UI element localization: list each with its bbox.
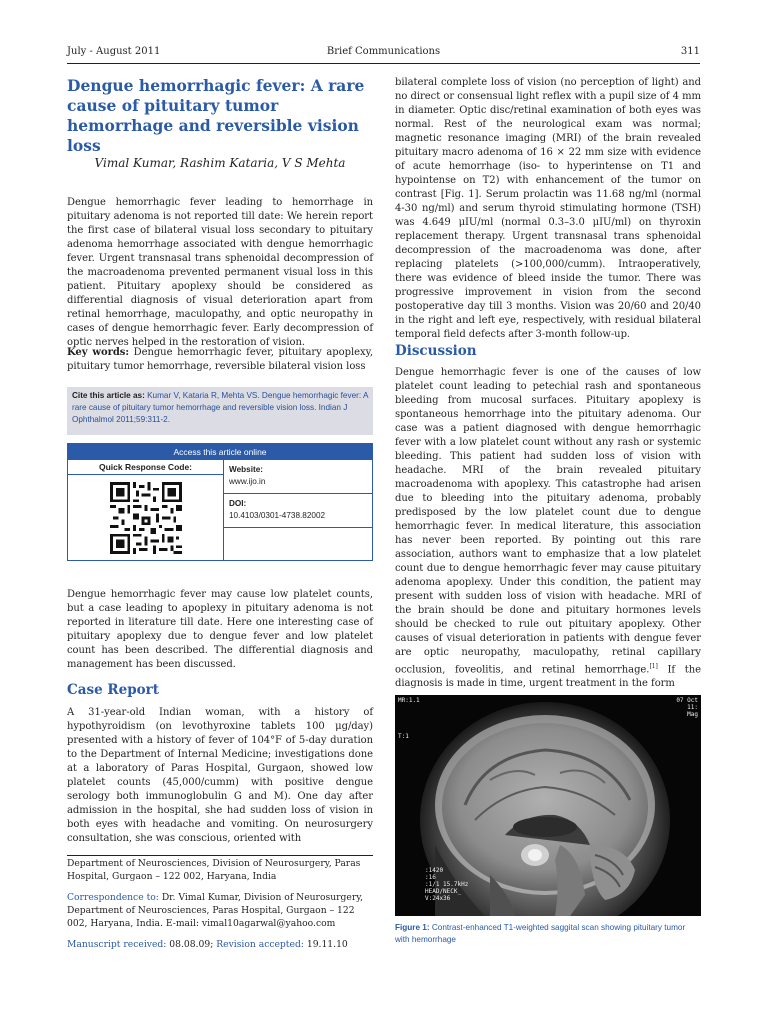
reference-marker[interactable]: [1] xyxy=(649,663,658,670)
correspondence-text: Dr. Vimal Kumar, Division of Neurosurgery, Department of Neurosciences, Paras Hospital, Gurgaon – 122 002, Haryana, India. E-mail: vimal10agarwal@yahoo.com xyxy=(67,892,364,929)
citation-box xyxy=(67,387,373,435)
case-report-text: A 31-year-old Indian woman, with a history of hypothyroidism (on levothyroxine tablets 100 μg/day) presented with a history of fever of 104°F of 5-day duration to the Department of Internal Medicine; investigations done at a laboratory of Paras Hospital, Gurgaon, showed low platelet counts (45,000/cumm) with positive dengue serology both immunoglobulin G and M). One day after admission in the hospital, she had sudden loss of vision in both eyes with headache and vomiting. On neurosurgery consultation, she was conscious, oriented with xyxy=(67,707,373,844)
mri-figure xyxy=(395,695,701,916)
header-divider xyxy=(67,63,700,64)
qr-cell xyxy=(68,460,224,560)
overlay-mag: Mag xyxy=(687,711,698,718)
access-title: Access this article online xyxy=(68,444,372,460)
discussion-tail: If the diagnosis is made in time, urgent treatment in the form xyxy=(395,664,701,690)
qr-code-icon[interactable] xyxy=(110,482,182,554)
caption-label: Figure 1: xyxy=(395,923,430,932)
discussion-text xyxy=(395,366,701,691)
keywords xyxy=(67,346,373,374)
received-date: 08.08.09; xyxy=(169,939,214,950)
keywords-text: Dengue hemorrhagic fever, pituitary apoplexy, pituitary tumor hemorrhage, reversible bilateral vision loss xyxy=(67,347,373,372)
citation-label: Cite this article as: xyxy=(72,391,145,400)
affiliation-block xyxy=(67,857,373,959)
overlay-left-mid: T:1 xyxy=(398,733,409,740)
overlay-date: 07 Oct xyxy=(676,697,698,704)
left-column xyxy=(67,76,373,950)
website-link[interactable]: www.ijo.in xyxy=(229,477,266,486)
page-number: 311 xyxy=(680,46,700,57)
section-name: Brief Communications xyxy=(326,46,441,57)
access-online-box xyxy=(67,443,373,561)
website-label: Website: xyxy=(229,465,263,474)
discussion-body: Dengue hemorrhagic fever is one of the causes of low platelet count leading to petechial rash and spontaneous bleeding from mucosal surfaces. Pituitary apoplexy is spontaneous hemorrhage into the pituitary adenoma. Our case was a patient diagnosed with dengue hemorrhagic fever with a low platelet count without any rash or systemic bleeding. This patient had sudden loss of vision with headache. MRI of the brain revealed pituitary macroadenoma with apoplexy. This catastrophe had arisen due to bleeding into the pituitary adenoma, probably predisposed by the low platelet count due to dengue hemorrhagic fever. In medical literature, this association has never been reported. By pointing out this rare association, authors want to emphasize that a low platelet count due to dengue hemorrhagic fever may cause pituitary adenoma apoplexy. Under this condition, the patient may present with sudden loss of vision with headache. MRI of the brain should be done and pituitary hormones levels should be checked to rule out pituitary apoplexy. Other causes of visual deterioration in patients with dengue fever are optic neuropathy, maculopathy, retinal capillary occlusion, foveolitis, and retinal hemorrhage. xyxy=(395,367,701,676)
case-report-continued: bilateral complete loss of vision (no perception of light) and no direct or consensual light reflex with a pupil size of 4 mm in diameter. Optic disc/retinal examination of both eyes was normal. Rest of the neurological exam was normal; magnetic resonance imaging (MRI) of the brain revealed pituitary macro adenoma of 16 × 22 mm size with evidence of acute hemorrhage (iso- to hyperintense on T1 and hypointense on T2) with enhancement of the tumor on contrast [Fig. 1]. Serum prolactin was 11.68 ng/ml (normal 4-30 ng/ml) and serum thyroid stimulating hormone (TSH) was 4.649 μIU/ml (normal 0.3–3.0 μIU/ml) on thyroxin replacement therapy. Urgent transnasal trans sphenoidal decompression of the macroadenoma was done, after replacing platelets (>100,000/cumm). Intraoperatively, there was evidence of bleed inside the tumor. There was progressive improvement in vision from the second postoperative day till 3 months. Vision was 20/60 and 20/40 in the right and left eye, respectively, with residual bilateral temporal field defects after 3-month follow-up. xyxy=(395,77,701,340)
doi-label: DOI: xyxy=(229,499,247,508)
introduction: Dengue hemorrhagic fever may cause low platelet counts, but a case leading to apoplexy in pituitary adenoma is not reported in literature till date. Here one interesting case of pituitary apoplexy due to dengue fever and low platelet count has been described. The differential diagnosis and management has been discussed. xyxy=(67,589,373,670)
accepted-label: Revision accepted: xyxy=(216,939,304,950)
doi-link[interactable]: 10.4103/0301-4738.82002 xyxy=(229,511,326,520)
website-row xyxy=(224,460,372,494)
overlay-top-left: MR:1.1 xyxy=(398,697,420,704)
overlay-line-5: V:24x36 xyxy=(425,895,451,902)
overlay-time: 11: xyxy=(687,704,698,711)
received-label: Manuscript received: xyxy=(67,939,167,950)
manuscript-dates xyxy=(67,938,373,951)
overlay-top-right xyxy=(676,697,698,718)
correspondence xyxy=(67,891,373,930)
issue-date: July - August 2011 xyxy=(67,46,161,57)
overlay-line-3: :1/1 15.7kHz xyxy=(425,881,469,888)
qr-label: Quick Response Code: xyxy=(68,460,223,475)
overlay-line-4: HEAD/NECK_ xyxy=(425,888,462,895)
correspondence-label: Correspondence to: xyxy=(67,892,159,903)
department: Department of Neurosciences, Division of Neurosurgery, Paras Hospital, Gurgaon – 122 002, Haryana, India xyxy=(67,858,361,882)
figure-caption xyxy=(395,922,701,946)
case-report-heading: Case Report xyxy=(67,682,159,698)
caption-text: Contrast-enhanced T1-weighted saggital scan showing pituitary tumor with hemorrhage xyxy=(395,923,686,944)
overlay-line-1: :1420 xyxy=(425,867,444,874)
citation-text: Kumar V, Kataria R, Mehta VS. Dengue hemorrhagic fever: A rare cause of pituitary tumor hemorrhage and reversible vision loss. Indian J Ophthalmol 2011;59:311-2. xyxy=(72,391,368,424)
article-links-cell xyxy=(224,460,372,560)
abstract: Dengue hemorrhagic fever leading to hemorrhage in pituitary adenoma is not reported till date: We herein report the first case of bilateral visual loss secondary to pituitary adenoma hemorrhage associated with dengue hemorrhagic fever. Urgent transnasal trans sphenoidal decompression of the macroadenoma prevented permanent visual loss in this patient. Pituitary apoplexy should be considered as differential diagnosis of visual deterioration apart from retinal hemorrhage, maculopathy, and optic neuropathy in cases of dengue hemorrhagic fever. Early decompression of optic nerves helped in the restoration of vision. xyxy=(67,197,373,348)
footnote-divider xyxy=(67,855,373,856)
author-list: Vimal Kumar, Rashim Kataria, V S Mehta xyxy=(94,156,346,170)
doi-row xyxy=(224,494,372,528)
article-title: Dengue hemorrhagic fever: A rare cause of pituitary tumor hemorrhage and reversible vision loss xyxy=(67,76,365,155)
discussion-heading: Discussion xyxy=(395,343,477,359)
overlay-line-2: :16 xyxy=(425,874,436,881)
overlay-bottom-left xyxy=(425,867,468,902)
keywords-label: Key words: xyxy=(67,347,129,358)
running-header xyxy=(67,46,700,62)
accepted-date: 19.11.10 xyxy=(306,939,348,950)
